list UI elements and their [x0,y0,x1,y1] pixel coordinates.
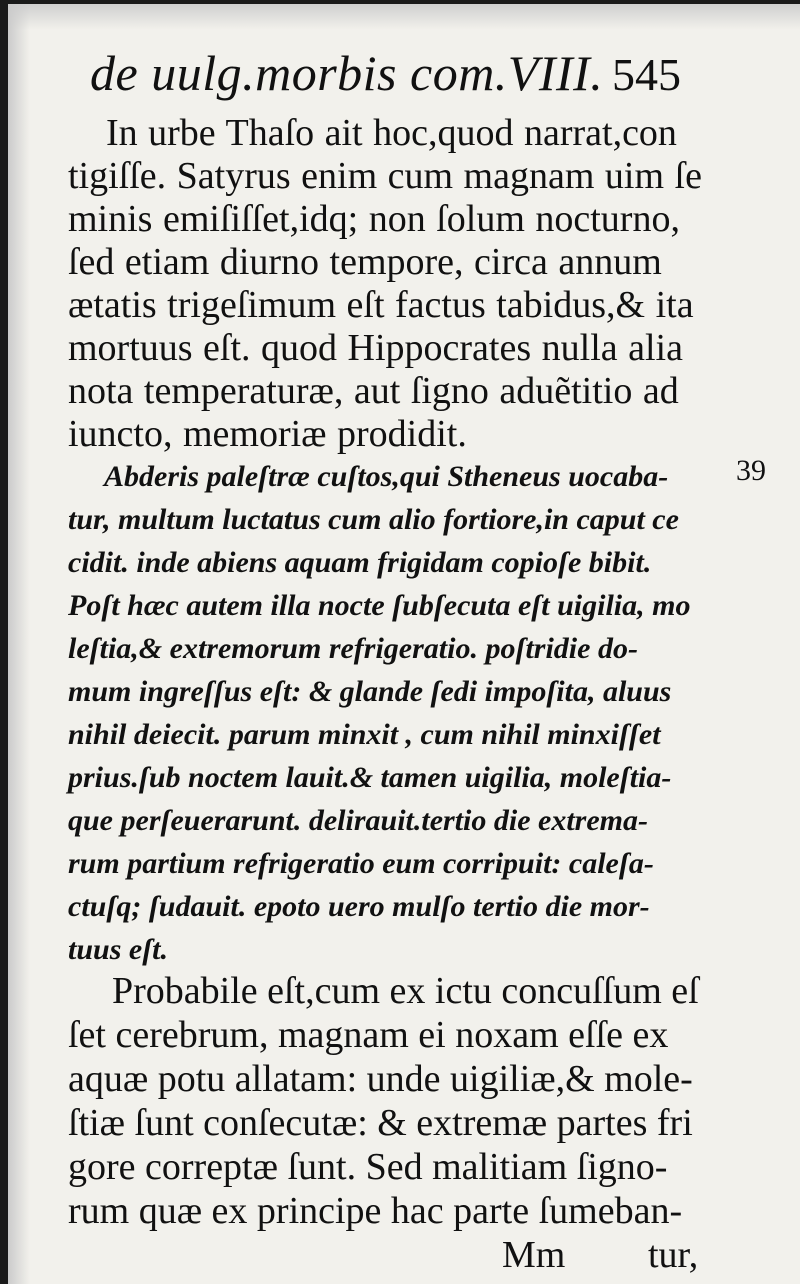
text-line: iuncto, memoriæ prodidit. [68,413,467,455]
page-number: 545 [612,49,681,100]
text-line: nota temperaturæ, aut ſigno aduẽtitio ad [68,370,679,412]
italic-text-line: prius.ſub noctem lauit.& tamen uigilia, moleſtia- [68,761,672,794]
text-line: In urbe Thaſo ait hoc,quod narrat,con [106,112,677,154]
text-line: gore correptæ ſunt. Sed malitiam ſigno- [68,1146,668,1188]
italic-text-line: mum ingreſſus eſt: & glande ſedi impoſita, aluus [68,675,672,708]
text-line: ſed etiam diurno tempore, circa annum [68,241,662,283]
text-line: ætatis trigeſimum eſt factus tabidus,& ita [68,284,694,326]
text-line: ſet cerebrum, magnam ei noxam eſſe ex [68,1014,669,1056]
italic-text-line: que perſeuerarunt. delirauit.tertio die extrema- [68,804,648,837]
italic-text-line: cidit. inde abiens aquam frigidam copioſe bibit. [68,546,652,579]
book-page [8,4,800,1284]
italic-text-line: rum partium refrigeratio eum corripuit: caleſa- [68,847,654,880]
italic-text-line: tur, multum luctatus cum alio fortiore,in caput ce [68,503,679,536]
italic-text-line: leſtia,& extremorum refrigeratio. poſtridie do- [68,632,638,665]
italic-text-line: nihil deiecit. parum minxit , cum nihil minxiſſet [68,718,661,751]
text-line: tigiſſe. Satyrus enim cum magnam uim ſe [68,155,702,197]
text-line: ſtiæ ſunt conſecutæ: & extremæ partes fri [68,1102,693,1144]
italic-text-line: ctuſq; ſudauit. epoto uero mulſo tertio die mor- [68,890,650,923]
text-line: Probabile eſt,cum ex ictu concuſſum eſ [112,970,699,1012]
catchword: tur, [648,1234,699,1276]
text-line: rum quæ ex principe hac parte ſumeban- [68,1190,683,1232]
margin-note-number: 39 [736,454,766,487]
page-edge-shadow-left [8,4,30,1284]
running-title: de uulg.morbis com.VIII. [90,45,604,101]
text-line: minis emiſiſſet,idq; non ſolum nocturno, [68,198,680,240]
text-line: mortuus eſt. quod Hippocrates nulla alia [68,327,683,369]
italic-text-line: tuus eſt. [68,933,169,966]
page-edge-shadow-top [8,4,800,30]
signature-mark: Mm [502,1234,566,1276]
italic-text-line: Abderis paleſtræ cuſtos,qui Stheneus uocaba- [104,460,669,493]
text-line: aquæ potu allatam: unde uigiliæ,& mole- [68,1058,693,1100]
italic-text-line: Poſt hæc autem illa nocte ſubſecuta eſt uigilia, mo [68,589,691,622]
